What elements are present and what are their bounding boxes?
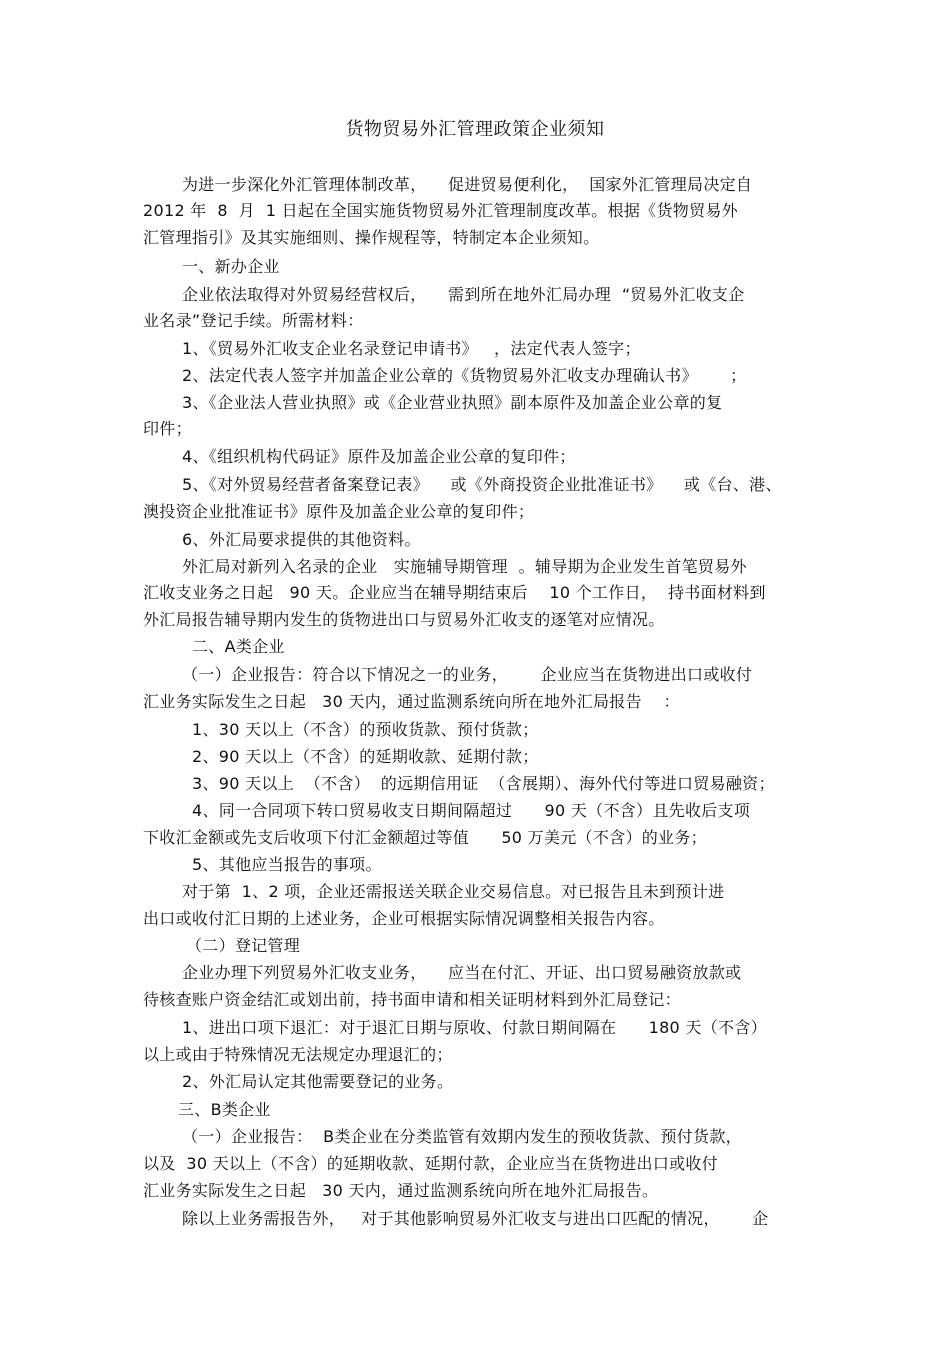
paragraph-line: 外汇局对新列入名录的企业 实施辅导期管理 。辅导期为企业发生首笔贸易外 bbox=[182, 557, 747, 576]
section-heading: 一、新办企业 bbox=[182, 257, 280, 276]
paragraph-line: 以及 30 天以上（不含）的延期收款、延期付款，企业应当在货物进出口或收付 bbox=[143, 1154, 719, 1173]
list-item: 1、30 天以上（不含）的预收货款、预付货款； bbox=[192, 720, 539, 739]
list-item: 3、90 天以上 （不含） 的远期信用证 （含展期）、海外代付等进口贸易融资； bbox=[192, 774, 775, 793]
paragraph-line: 汇业务实际发生之日起 30 天内，通过监测系统向所在地外汇局报告。 bbox=[143, 1181, 659, 1200]
subsection-heading: （二）登记管理 bbox=[186, 936, 301, 955]
paragraph-line: 为进一步深化外汇管理体制改革， 促进贸易便利化， 国家外汇管理局决定自 bbox=[182, 175, 753, 194]
list-item: 4、同一合同项下转口贸易收支日期间隔超过 90 天（不含）且先收后支项 bbox=[192, 801, 751, 820]
paragraph-line: 出口或收付汇日期的上述业务，企业可根据实际情况调整相关报告内容。 bbox=[143, 909, 665, 928]
list-item: 2、外汇局认定其他需要登记的业务。 bbox=[182, 1072, 454, 1091]
paragraph-line: 2012 年 8 月 1 日起在全国实施货物贸易外汇管理制度改革。根据《货物贸易外 bbox=[143, 201, 738, 220]
paragraph-line: 外汇局报告辅导期内发生的货物进出口与贸易外汇收支的逐笔对应情况。 bbox=[143, 610, 665, 629]
list-item: 1、《贸易外汇收支企业名录登记申请书》 ，法定代表人签字； bbox=[182, 339, 641, 358]
list-item: 澳投资企业批准证书》原件及加盖企业公章的复印件； bbox=[143, 502, 535, 521]
list-item: 印件； bbox=[143, 419, 192, 438]
paragraph-line: 待核查账户资金结汇或划出前，持书面申请和相关证明材料到外汇局登记： bbox=[143, 990, 681, 1009]
section-heading: 三、B类企业 bbox=[178, 1100, 271, 1119]
paragraph-line: （一）企业报告：符合以下情况之一的业务， 企业应当在货物进出口或收付 bbox=[182, 665, 753, 684]
paragraph-line: 除以上业务需报告外， 对于其他影响贸易外汇收支与进出口匹配的情况， 企 bbox=[182, 1209, 769, 1228]
paragraph-line: （一）企业报告： B类企业在分类监管有效期内发生的预收货款、预付货款， bbox=[182, 1127, 742, 1146]
list-item: 以上或由于特殊情况无法规定办理退汇的； bbox=[143, 1045, 453, 1064]
list-item: 下收汇金额或先支后收项下付汇金额超过等值 50 万美元（不含）的业务； bbox=[143, 828, 707, 847]
list-item: 2、法定代表人签字并加盖企业公章的《货物贸易外汇收支办理确认书》 ； bbox=[182, 366, 747, 385]
paragraph-line: 汇收支业务之日起 90 天。企业应当在辅导期结束后 10 个工作日， 持书面材料到 bbox=[143, 583, 766, 602]
list-item: 4、《组织机构代码证》原件及加盖企业公章的复印件； bbox=[182, 447, 576, 466]
paragraph-line: 汇业务实际发生之日起 30 天内，通过监测系统向所在地外汇局报告 ： bbox=[143, 692, 680, 711]
list-item: 3、《企业法人营业执照》或《企业营业执照》副本原件及加盖企业公章的复 bbox=[182, 393, 723, 412]
paragraph-line: 业名录”登记手续。所需材料： bbox=[143, 311, 364, 330]
paragraph-line: 企业依法取得对外贸易经营权后， 需到所在地外汇局办理 “贸易外汇收支企 bbox=[182, 285, 745, 304]
list-item: 2、90 天以上（不含）的延期收款、延期付款； bbox=[192, 747, 539, 766]
section-heading: 二、A类企业 bbox=[192, 637, 285, 656]
paragraph-line: 企业办理下列贸易外汇收支业务， 应当在付汇、开证、出口贸易融资放款或 bbox=[182, 963, 742, 982]
list-item: 5、其他应当报告的事项。 bbox=[192, 855, 382, 874]
list-item: 6、外汇局要求提供的其他资料。 bbox=[182, 530, 421, 549]
paragraph-line: 对于第 1、2 项，企业还需报送关联企业交易信息。对已报告且未到预计进 bbox=[182, 882, 725, 901]
list-item: 5、《对外贸易经营者备案登记表》 或《外商投资企业批准证书》 或《台、港、 bbox=[182, 475, 782, 494]
document-title: 货物贸易外汇管理政策企业须知 bbox=[345, 119, 605, 140]
paragraph-line: 汇管理指引》及其实施细则、操作规程等，特制定本企业须知。 bbox=[143, 228, 600, 247]
list-item: 1、进出口项下退汇：对于退汇日期与原收、付款日期间隔在 180 天（不含） bbox=[182, 1018, 767, 1037]
